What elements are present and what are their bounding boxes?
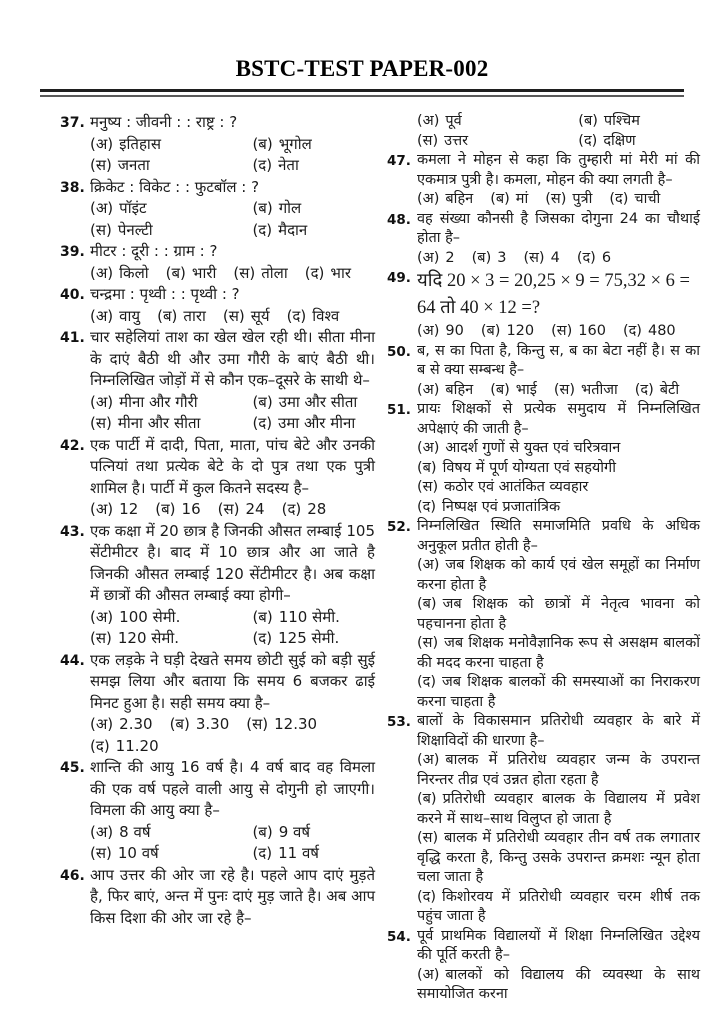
option-text: भतीजा [581, 381, 618, 398]
question-item [387, 927, 700, 1005]
option-label: (ब) [480, 323, 501, 339]
option-label: (स) [90, 414, 112, 432]
option-label: (ब) [157, 306, 178, 325]
option-label: (स) [90, 220, 112, 239]
option-label: (अ) [417, 752, 440, 768]
question-text: क्रिकेट : विकेट : : फुटबॉल : ? [90, 177, 260, 196]
option-text: मीना और सीता [117, 414, 201, 432]
option-label: (स) [417, 830, 439, 846]
options-group [90, 263, 375, 285]
question-columns [60, 112, 700, 1005]
option-text: 6 [601, 249, 612, 266]
option-text: दक्षिण [603, 132, 636, 149]
option-label: (अ) [417, 113, 440, 129]
option-label: (अ) [417, 249, 440, 266]
question-item [60, 241, 375, 284]
option-label: (ब) [578, 113, 598, 129]
option [417, 888, 700, 927]
option-text: 2 [445, 249, 455, 266]
question-text: चन्द्रमा : पृथ्वी : : पृथ्वी : ? [90, 285, 240, 303]
option-label: (स) [553, 381, 575, 398]
option [246, 714, 317, 736]
option [417, 498, 700, 518]
option-text: कठोर एवं आतंकित व्यवहार [444, 479, 589, 495]
option [417, 595, 700, 634]
question-item [387, 400, 700, 517]
question-item [60, 650, 375, 758]
question-text: आप उत्तर की ओर जा रहे है। पहले आप दाएं मुड़ते है, फिर बाएं, अन्त में पुनः दाएं मुड़ जाते है। अब आप किस दिशा की ओर जा रहे है– [90, 865, 375, 927]
question-number: 38. [60, 179, 85, 196]
options-group [90, 499, 375, 521]
option [252, 413, 375, 435]
option-text: 28 [307, 500, 327, 518]
option-label: (द) [304, 263, 325, 282]
option [490, 381, 537, 401]
question-number: 37. [60, 115, 85, 131]
question-item [387, 112, 700, 151]
option-label: (द) [90, 736, 110, 755]
option-label: (ब) [155, 500, 176, 518]
option-text: उमा और सीता [278, 392, 358, 411]
option-text: बालक में प्रतिरोध व्यवहार जन्म के उपरान्त निरन्तर तीव्र एवं उन्नत होता रहता है [417, 752, 700, 788]
question-text: मीटर : दूरी : : ग्राम : ? [90, 242, 218, 260]
question-item [387, 151, 700, 210]
option [554, 381, 618, 401]
question-text: प्रायः शिक्षकों से प्रत्येक समुदाय में निम्नलिखित अपेक्षाएं की जाती है– [417, 401, 700, 437]
option [166, 263, 217, 285]
option-label: (ब) [417, 459, 437, 476]
question-text: चार सहेलियां ताश का खेल खेल रही थी। सीता मीना के दाएं बैठी थी और उमा गौरी के बाएं बैठी थी। निम्नलिखित जोड़ों में से कौन एक–दूसरे के साथी थे– [90, 328, 375, 389]
question-item [387, 712, 700, 927]
question-number: 45. [60, 760, 85, 776]
question-text: एक पार्टी में दादी, पिता, माता, पांच बेटे और उनकी पत्नियां तथा प्रत्येक बेटे के दो पुत्र तथा एक पुत्री शामिल है। पार्टी में कुल कितने सदस्य है– [90, 435, 375, 497]
options-group [417, 381, 700, 401]
option-label: (स) [545, 191, 567, 207]
option-text: विश्व [312, 306, 340, 325]
option [90, 263, 149, 285]
option [578, 112, 700, 132]
question-text: मनुष्य : जीवनी : : राष्ट्र : ? [90, 113, 238, 131]
question-number: 48. [387, 211, 411, 228]
question-item [387, 210, 700, 269]
option-text: बालकों को विद्यालय की व्यवस्था के साथ समायोजित करना [417, 966, 700, 1002]
option-text: किलो [119, 263, 149, 282]
option-label: (अ) [90, 500, 114, 518]
option [481, 322, 534, 342]
question-number: 53. [387, 714, 411, 730]
option-label: (ब) [471, 249, 492, 266]
option-text: बहिन [445, 381, 474, 398]
options-group [90, 392, 375, 435]
option [90, 714, 153, 736]
question-number: 43. [60, 523, 85, 540]
option [90, 306, 140, 328]
question-number: 40. [60, 287, 85, 303]
question-item [60, 757, 375, 865]
question-item [60, 284, 375, 327]
option [545, 190, 592, 210]
option [609, 190, 660, 210]
question-item [60, 865, 375, 930]
options-group [417, 190, 700, 210]
option [472, 249, 507, 269]
option-text: जब शिक्षक बालकों की समस्याओं का निराकरण करना चाहता है [417, 674, 700, 710]
option-text: 24 [245, 500, 265, 518]
option-label: (स) [417, 635, 439, 651]
option-text: पॉइंट [119, 199, 147, 217]
options-group [417, 966, 700, 1005]
question-item [387, 517, 700, 712]
options-group [90, 306, 375, 328]
option-text: 125 सेमी. [278, 629, 340, 647]
question-text: पूर्व प्राथमिक विद्यालयों में शिक्षा निम्नलिखित उद्देश्य की पूर्ति करती है– [417, 927, 700, 963]
option-text: इतिहास [119, 134, 161, 153]
option-label: (स) [233, 263, 256, 282]
option-text: 4 [550, 249, 560, 266]
options-group [90, 822, 375, 865]
option-label: (ब) [252, 822, 273, 841]
option-label: (द) [252, 844, 273, 862]
question-text: शान्ति की आयु 16 वर्ष है। 4 वर्ष बाद वह विमला की एक वर्ष पहले वाली आयु से दोगुनी हो जाएगी। विमला की आयु क्या है– [90, 758, 375, 819]
question-number: 47. [387, 153, 411, 169]
options-group [90, 198, 375, 241]
option [252, 134, 375, 156]
option-label: (अ) [90, 392, 114, 411]
option [417, 634, 700, 673]
option [252, 628, 375, 650]
option [90, 413, 252, 435]
option-label: (द) [252, 414, 273, 432]
option-text: बहिन [445, 191, 474, 207]
option-label: (ब) [252, 134, 273, 153]
option-label: (द) [578, 132, 598, 149]
option [90, 607, 252, 629]
option-label: (द) [252, 220, 273, 239]
option [417, 190, 473, 210]
option-label: (स) [217, 500, 240, 518]
option-text: गोल [278, 199, 302, 217]
option [287, 306, 340, 328]
option-text: उत्तर [444, 132, 469, 149]
option-label: (अ) [90, 134, 114, 153]
option-label: (स) [551, 323, 573, 339]
question-number: 54. [387, 928, 411, 945]
options-group [417, 112, 700, 151]
option-label: (ब) [252, 607, 273, 626]
left-column [60, 112, 375, 929]
question-text: वह संख्या कौनसी है जिसका दोगुना 24 का चौथाई होता है– [417, 210, 700, 246]
option [252, 220, 375, 242]
question-text: निम्नलिखित स्थिति समाजमिति प्रवधि के अधिक अनुकूल प्रतीत होती है– [417, 518, 700, 554]
option-label: (अ) [90, 263, 114, 282]
option [90, 822, 252, 844]
options-group [417, 439, 700, 517]
option-label: (स) [90, 844, 112, 862]
option [417, 381, 473, 401]
option-label: (अ) [90, 822, 114, 841]
option-text: सूर्य [250, 306, 270, 325]
option [170, 714, 230, 736]
option-label: (स) [417, 132, 439, 149]
option-label: (ब) [169, 715, 190, 733]
question-number: 41. [60, 330, 85, 346]
option [90, 628, 252, 650]
option [90, 736, 159, 758]
option-label: (द) [417, 674, 437, 690]
option [233, 263, 287, 285]
option [252, 843, 375, 865]
option [90, 198, 252, 220]
option-label: (अ) [417, 557, 440, 573]
option-label: (अ) [90, 715, 114, 733]
option [623, 322, 676, 342]
option-label: (ब) [417, 596, 437, 612]
option-text: मीना और गौरी [119, 392, 198, 411]
option [90, 499, 138, 521]
option-label: (अ) [90, 607, 114, 626]
option [417, 673, 700, 712]
option-text: 3 [497, 249, 507, 266]
question-item [60, 112, 375, 177]
option-text: 12.30 [274, 715, 318, 733]
option-text: तारा [183, 306, 206, 325]
option-text: जनता [117, 156, 150, 174]
question-number: 52. [387, 519, 411, 535]
option-text: मां [515, 191, 529, 207]
option [417, 751, 700, 790]
option-text: पुत्री [572, 191, 593, 207]
option-label: (अ) [417, 323, 440, 339]
option-text: वायु [119, 306, 141, 325]
option-label: (स) [417, 479, 439, 495]
option-text: 8 वर्ष [119, 822, 151, 841]
option [157, 306, 206, 328]
options-group [417, 556, 700, 712]
question-item [60, 435, 375, 521]
option [490, 190, 528, 210]
option-label: (द) [417, 498, 437, 515]
title-divider [40, 89, 684, 97]
option [417, 966, 700, 1005]
options-group [417, 249, 700, 269]
option-label: (स) [90, 629, 112, 647]
option-text: 10 वर्ष [117, 844, 159, 862]
question-text: एक लड़के ने घड़ी देखते समय छोटी सुई को बड़ी सुई समझ लिया और बताया कि समय 6 बजकर ढाई मिनट हुआ है। सही समय क्या है– [90, 650, 375, 712]
option-label: (द) [417, 888, 437, 905]
option [223, 306, 270, 328]
option-text: 120 सेमी. [117, 629, 180, 647]
option-text: 100 सेमी. [119, 607, 181, 626]
option [90, 134, 252, 156]
option [305, 263, 351, 285]
option-label: (अ) [90, 306, 114, 325]
option-label: (द) [252, 629, 273, 647]
options-group [90, 607, 375, 650]
option-text: 3.30 [195, 715, 230, 733]
option-text: 480 [647, 323, 676, 339]
question-item [60, 521, 375, 650]
option-text: 11.20 [115, 736, 159, 755]
option-label: (स) [222, 306, 245, 325]
option-label: (द) [281, 500, 302, 518]
option [90, 392, 252, 414]
option-text: जब शिक्षक को छात्रों में नेतृत्व भावना को पहचानना होता है [417, 596, 700, 632]
option [523, 249, 559, 269]
options-group [417, 322, 700, 342]
option [635, 381, 679, 401]
option-text: नेता [278, 156, 299, 174]
option-text: चाची [634, 191, 661, 207]
question-item [387, 342, 700, 401]
option-label: (द) [576, 249, 596, 266]
option-text: जब शिक्षक मनोवैज्ञानिक रूप से असक्षम बालकों की मदद करना चाहता है [417, 635, 700, 671]
option-text: भारी [191, 263, 217, 282]
question-number: 42. [60, 437, 85, 454]
option-label: (द) [622, 323, 642, 339]
option-label: (स) [523, 249, 545, 266]
option-text: 90 [445, 323, 464, 339]
question-text: एक कक्षा में 20 छात्र है जिनकी औसत लम्बाई 105 सेंटीमीटर है। बाद में 10 छात्र और आ जाते है जिनकी औसत लम्बाई 120 सेंटीमीटर है। अब कक्षा में छात्रों की औसत लम्बाई क्या होगी– [90, 521, 375, 604]
options-group [90, 134, 375, 177]
option-text: भार [330, 263, 351, 282]
option [252, 198, 375, 220]
option-label: (अ) [417, 191, 440, 207]
option [90, 843, 252, 865]
question-item [60, 327, 375, 435]
question-number: 50. [387, 343, 411, 360]
option-text: प्रतिरोधी व्यवहार बालक के विद्यालय में प्रवेश करने में साथ–साथ विलुप्त हो जाता है [417, 791, 700, 827]
option [417, 322, 464, 342]
options-group [90, 714, 375, 757]
option-label: (अ) [417, 440, 440, 456]
option-label: (अ) [417, 966, 440, 983]
question-text: यदि 20 × 3 = 20,25 × 9 = 75,32 × 6 = 64 तो 40 × 12 =? [417, 271, 690, 318]
question-number: 49. [387, 270, 411, 286]
option-text: 110 सेमी. [278, 607, 340, 626]
option-label: (अ) [90, 199, 114, 217]
option [155, 499, 200, 521]
option-label: (द) [609, 191, 629, 207]
option-text: उमा और मीना [278, 414, 356, 432]
option-text: 16 [181, 500, 201, 518]
option-text: भाई [515, 381, 537, 398]
question-text: बालों के विकासमान प्रतिरोधी व्यवहार के बारे में शिक्षाविदों की धारणा है– [417, 713, 700, 749]
option-text: 2.30 [119, 715, 153, 733]
option-text: भूगोल [278, 134, 312, 153]
option-label: (अ) [417, 381, 440, 398]
option-text: आदर्श गुणों से युक्त एवं चरित्रवान [445, 440, 621, 456]
option [417, 132, 578, 152]
option-text: 160 [578, 323, 606, 339]
option-text: पूर्व [445, 113, 462, 129]
option-label: (ब) [417, 791, 437, 807]
option-label: (द) [634, 381, 654, 398]
option-label: (ब) [165, 263, 186, 282]
option-text: मैदान [278, 220, 308, 239]
option [417, 112, 578, 132]
option [417, 478, 700, 498]
option-text: 120 [506, 323, 535, 339]
option [578, 132, 700, 152]
right-column [387, 112, 700, 1005]
option [218, 499, 265, 521]
option [551, 322, 606, 342]
option-label: (स) [90, 156, 112, 174]
option-text: जब शिक्षक को कार्य एवं खेल समूहों का निर्माण करना होता है [417, 557, 700, 593]
option [252, 822, 375, 844]
question-number: 39. [60, 244, 85, 260]
option [417, 439, 700, 459]
question-item [60, 177, 375, 242]
option [252, 392, 375, 414]
option-text: पश्चिम [603, 113, 640, 129]
option-text: 11 वर्ष [278, 844, 319, 862]
option [577, 249, 611, 269]
option-label: (ब) [490, 381, 510, 398]
option [417, 829, 700, 888]
question-number: 46. [60, 867, 85, 884]
option [90, 155, 252, 177]
option [252, 607, 375, 629]
question-text: ब, स का पिता है, किन्तु स, ब का बेटा नहीं है। स का ब से क्या सम्बन्ध है– [417, 342, 700, 378]
option [252, 155, 375, 177]
option [90, 220, 252, 242]
option-text: विषय में पूर्ण योग्यता एवं सहयोगी [442, 459, 616, 476]
option-text: 12 [119, 500, 139, 518]
option-label: (द) [252, 156, 273, 174]
question-number: 51. [387, 402, 411, 418]
question-text: कमला ने मोहन से कहा कि तुम्हारी मां मेरी मां की एकमात्र पुत्री है। कमला, मोहन की क्या लगती है– [417, 152, 700, 188]
option-text: निष्पक्ष एवं प्रजातांत्रिक [442, 498, 561, 515]
option-label: (द) [286, 306, 307, 325]
option-text: 9 वर्ष [278, 822, 311, 841]
page-title: BSTC-TEST PAPER-002 [235, 56, 489, 81]
option-text: पेनल्टी [117, 220, 153, 239]
options-group [417, 751, 700, 927]
option-text: बालक में प्रतिरोधी व्यवहार तीन वर्ष तक लगातार वृद्धि करता है, किन्तु उसके उपरान्त क्रमशः न्यून होता चला जाता है [417, 830, 700, 885]
option-text: तोला [261, 263, 288, 282]
option [282, 499, 327, 521]
option-text: किशोरवय में प्रतिरोधी व्यवहार चरम शीर्ष तक पहुंच जाता है [417, 888, 700, 924]
option [417, 790, 700, 829]
option-label: (ब) [252, 199, 273, 217]
option [417, 556, 700, 595]
option [417, 249, 455, 269]
question-number: 44. [60, 652, 85, 669]
question-item [387, 268, 700, 342]
option-label: (स) [246, 715, 269, 733]
option [417, 459, 700, 479]
option-label: (ब) [252, 392, 273, 411]
option-label: (ब) [490, 191, 510, 207]
option-text: बेटी [659, 381, 680, 398]
